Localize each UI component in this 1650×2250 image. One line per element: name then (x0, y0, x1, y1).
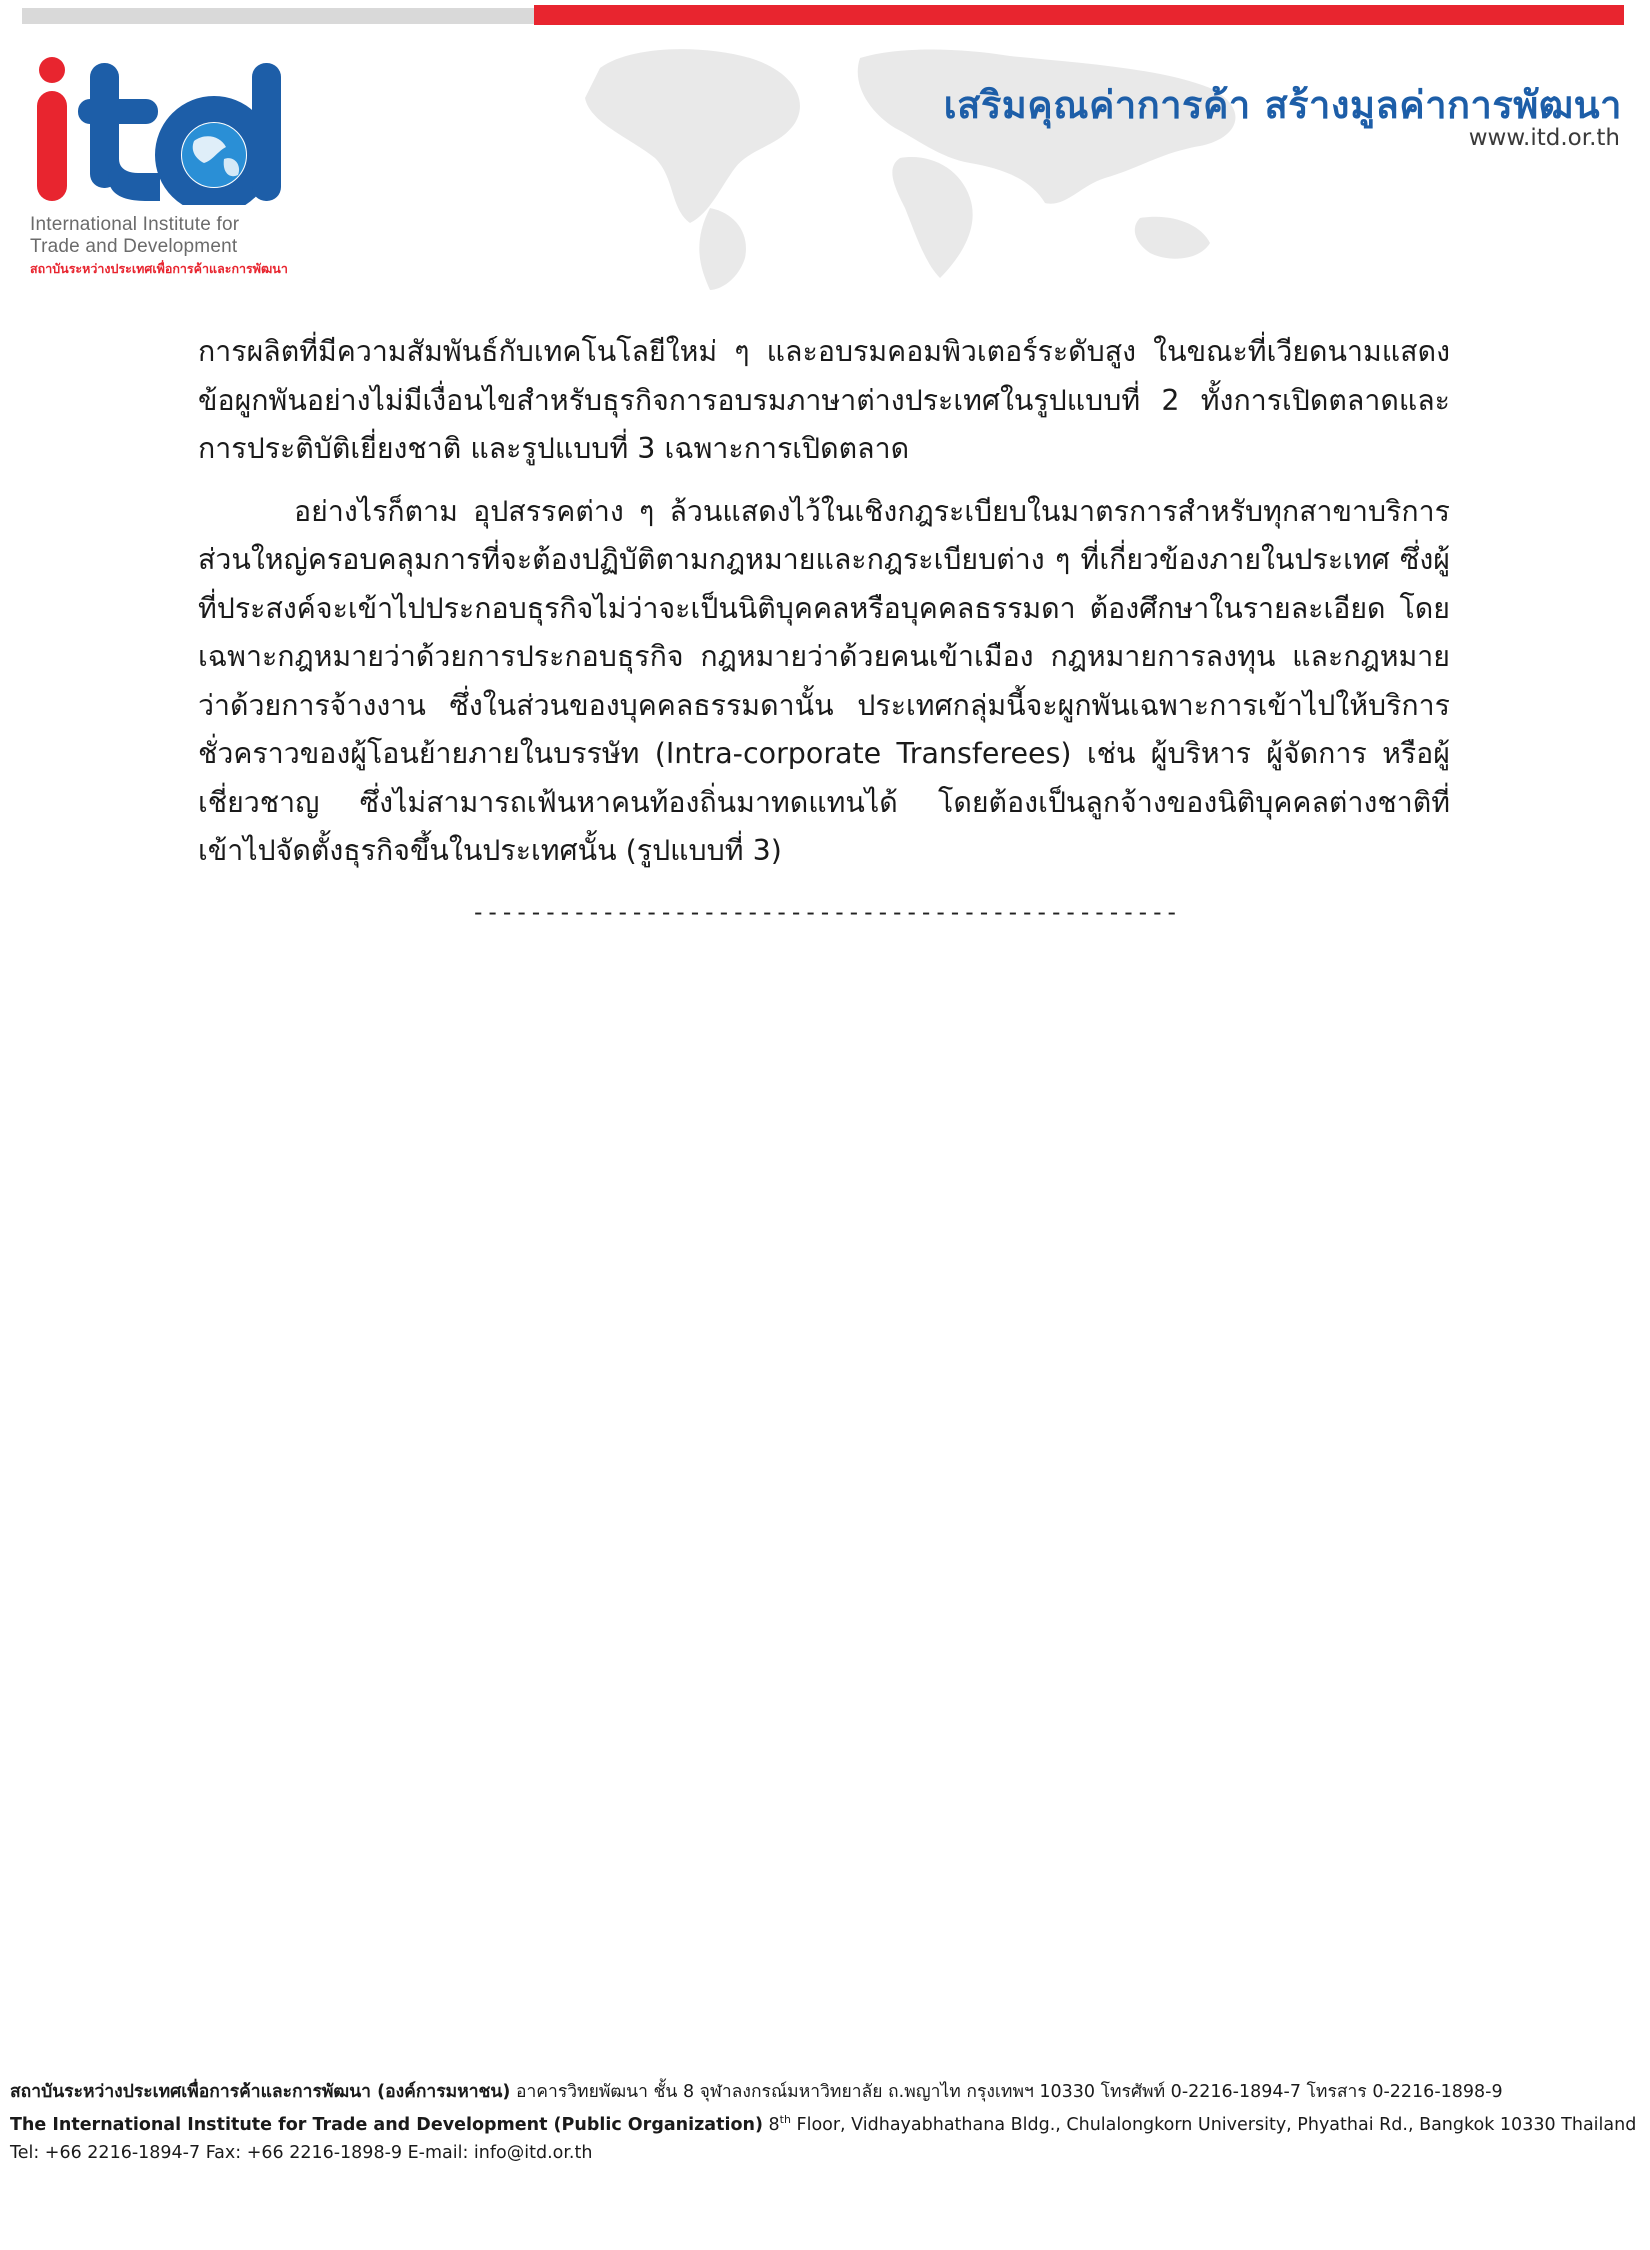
logo-english-line-2: Trade and Development (30, 236, 238, 257)
itd-logo-mark (28, 55, 290, 205)
body-paragraph-1: การผลิตที่มีความสัมพันธ์กับเทคโนโลยีใหม่ ๆ และอบรมคอมพิวเตอร์ระดับสูง ในขณะที่เวียดนามแสดงข้อผูกพันอย่างไม่มีเงื่อนไขสำหรับธุรกิจการอบรมภาษาต่างประเทศในรูปแบบที่ 2 ทั้งการเปิดตลาดและการประติบัติเยี่ยงชาติ และรูปแบบที่ 3 เฉพาะการเปิดตลาด (198, 335, 1450, 465)
footer-contact-line: Tel: +66 2216-1894-7 Fax: +66 2216-1898-9 E-mail: info@itd.or.th (10, 2142, 593, 2163)
footer-english-address: Floor, Vidhayabhathana Bldg., Chulalongkorn University, Phyathai Rd., Bangkok 10330 Thailand (790, 2114, 1637, 2135)
logo-thai-name: สถาบันระหว่างประเทศเพื่อการค้าและการพัฒนา (30, 261, 288, 276)
top-bar-gray (22, 8, 534, 24)
header-website: www.itd.or.th (1468, 125, 1620, 151)
footer-line-1 (10, 2078, 1630, 2106)
page-footer (10, 2078, 1637, 2167)
footer-floor-suffix: th (779, 2113, 791, 2126)
footer-line-2 (10, 2106, 1637, 2139)
world-map-watermark (560, 28, 1260, 290)
top-bar-red (534, 5, 1624, 25)
logo-english-line-1: International Institute for (30, 214, 240, 235)
footer-floor-number: 8 (762, 2114, 780, 2135)
section-separator: ------------------------------------------------- (470, 898, 1179, 926)
footer-thai-org-name: สถาบันระหว่างประเทศเพื่อการค้าและการพัฒนา (องค์การมหาชน) (10, 2082, 511, 2102)
footer-thai-address: อาคารวิทยพัฒนา ชั้น 8 จุฬาลงกรณ์มหาวิทยาลัย ถ.พญาไท กรุงเทพฯ 10330 โทรศัพท์ 0-2216-1894-7 โทรสาร 0-2216-1898-9 (510, 2082, 1503, 2102)
footer-english-org-name: The International Institute for Trade and Development (Public Organization) (10, 2114, 763, 2135)
itd-logo (28, 55, 298, 280)
header-slogan: เสริมคุณค่าการค้า สร้างมูลค่าการพัฒนา (943, 83, 1622, 127)
document-body (198, 328, 1450, 890)
body-paragraph-2: อย่างไรก็ตาม อุปสรรคต่าง ๆ ล้วนแสดงไว้ในเชิงกฎระเบียบในมาตรการสำหรับทุกสาขาบริการ ส่วนใหญ่ครอบคลุมการที่จะต้องปฏิบัติตามกฎหมายและกฎระเบียบต่าง ๆ ที่เกี่ยวข้องภายในประเทศ ซึ่งผู้ที่ประสงค์จะเข้าไปประกอบธุรกิจไม่ว่าจะเป็นนิติบุคคลหรือบุคคลธรรมดา ต้องศึกษาในรายละเอียด โดยเฉพาะกฎหมายว่าด้วยการประกอบธุรกิจ กฎหมายว่าด้วยคนเข้าเมือง กฎหมายการลงทุน และกฎหมายว่าด้วยการจ้างงาน ซึ่งในส่วนของบุคคลธรรมดานั้น ประเทศกลุ่มนี้จะผูกพันเฉพาะการเข้าไปให้บริการชั่วคราวของผู้โอนย้ายภายในบรรษัท (Intra-corporate Transferees) เช่น ผู้บริหาร ผู้จัดการ หรือผู้เชี่ยวชาญ ซึ่งไม่สามารถเฟ้นหาคนท้องถิ่นมาทดแทนได้ โดยต้องเป็นลูกจ้างของนิติบุคคลต่างชาติที่เข้าไปจัดตั้งธุรกิจขึ้นในประเทศนั้น (รูปแบบที่ 3) (198, 494, 1450, 867)
